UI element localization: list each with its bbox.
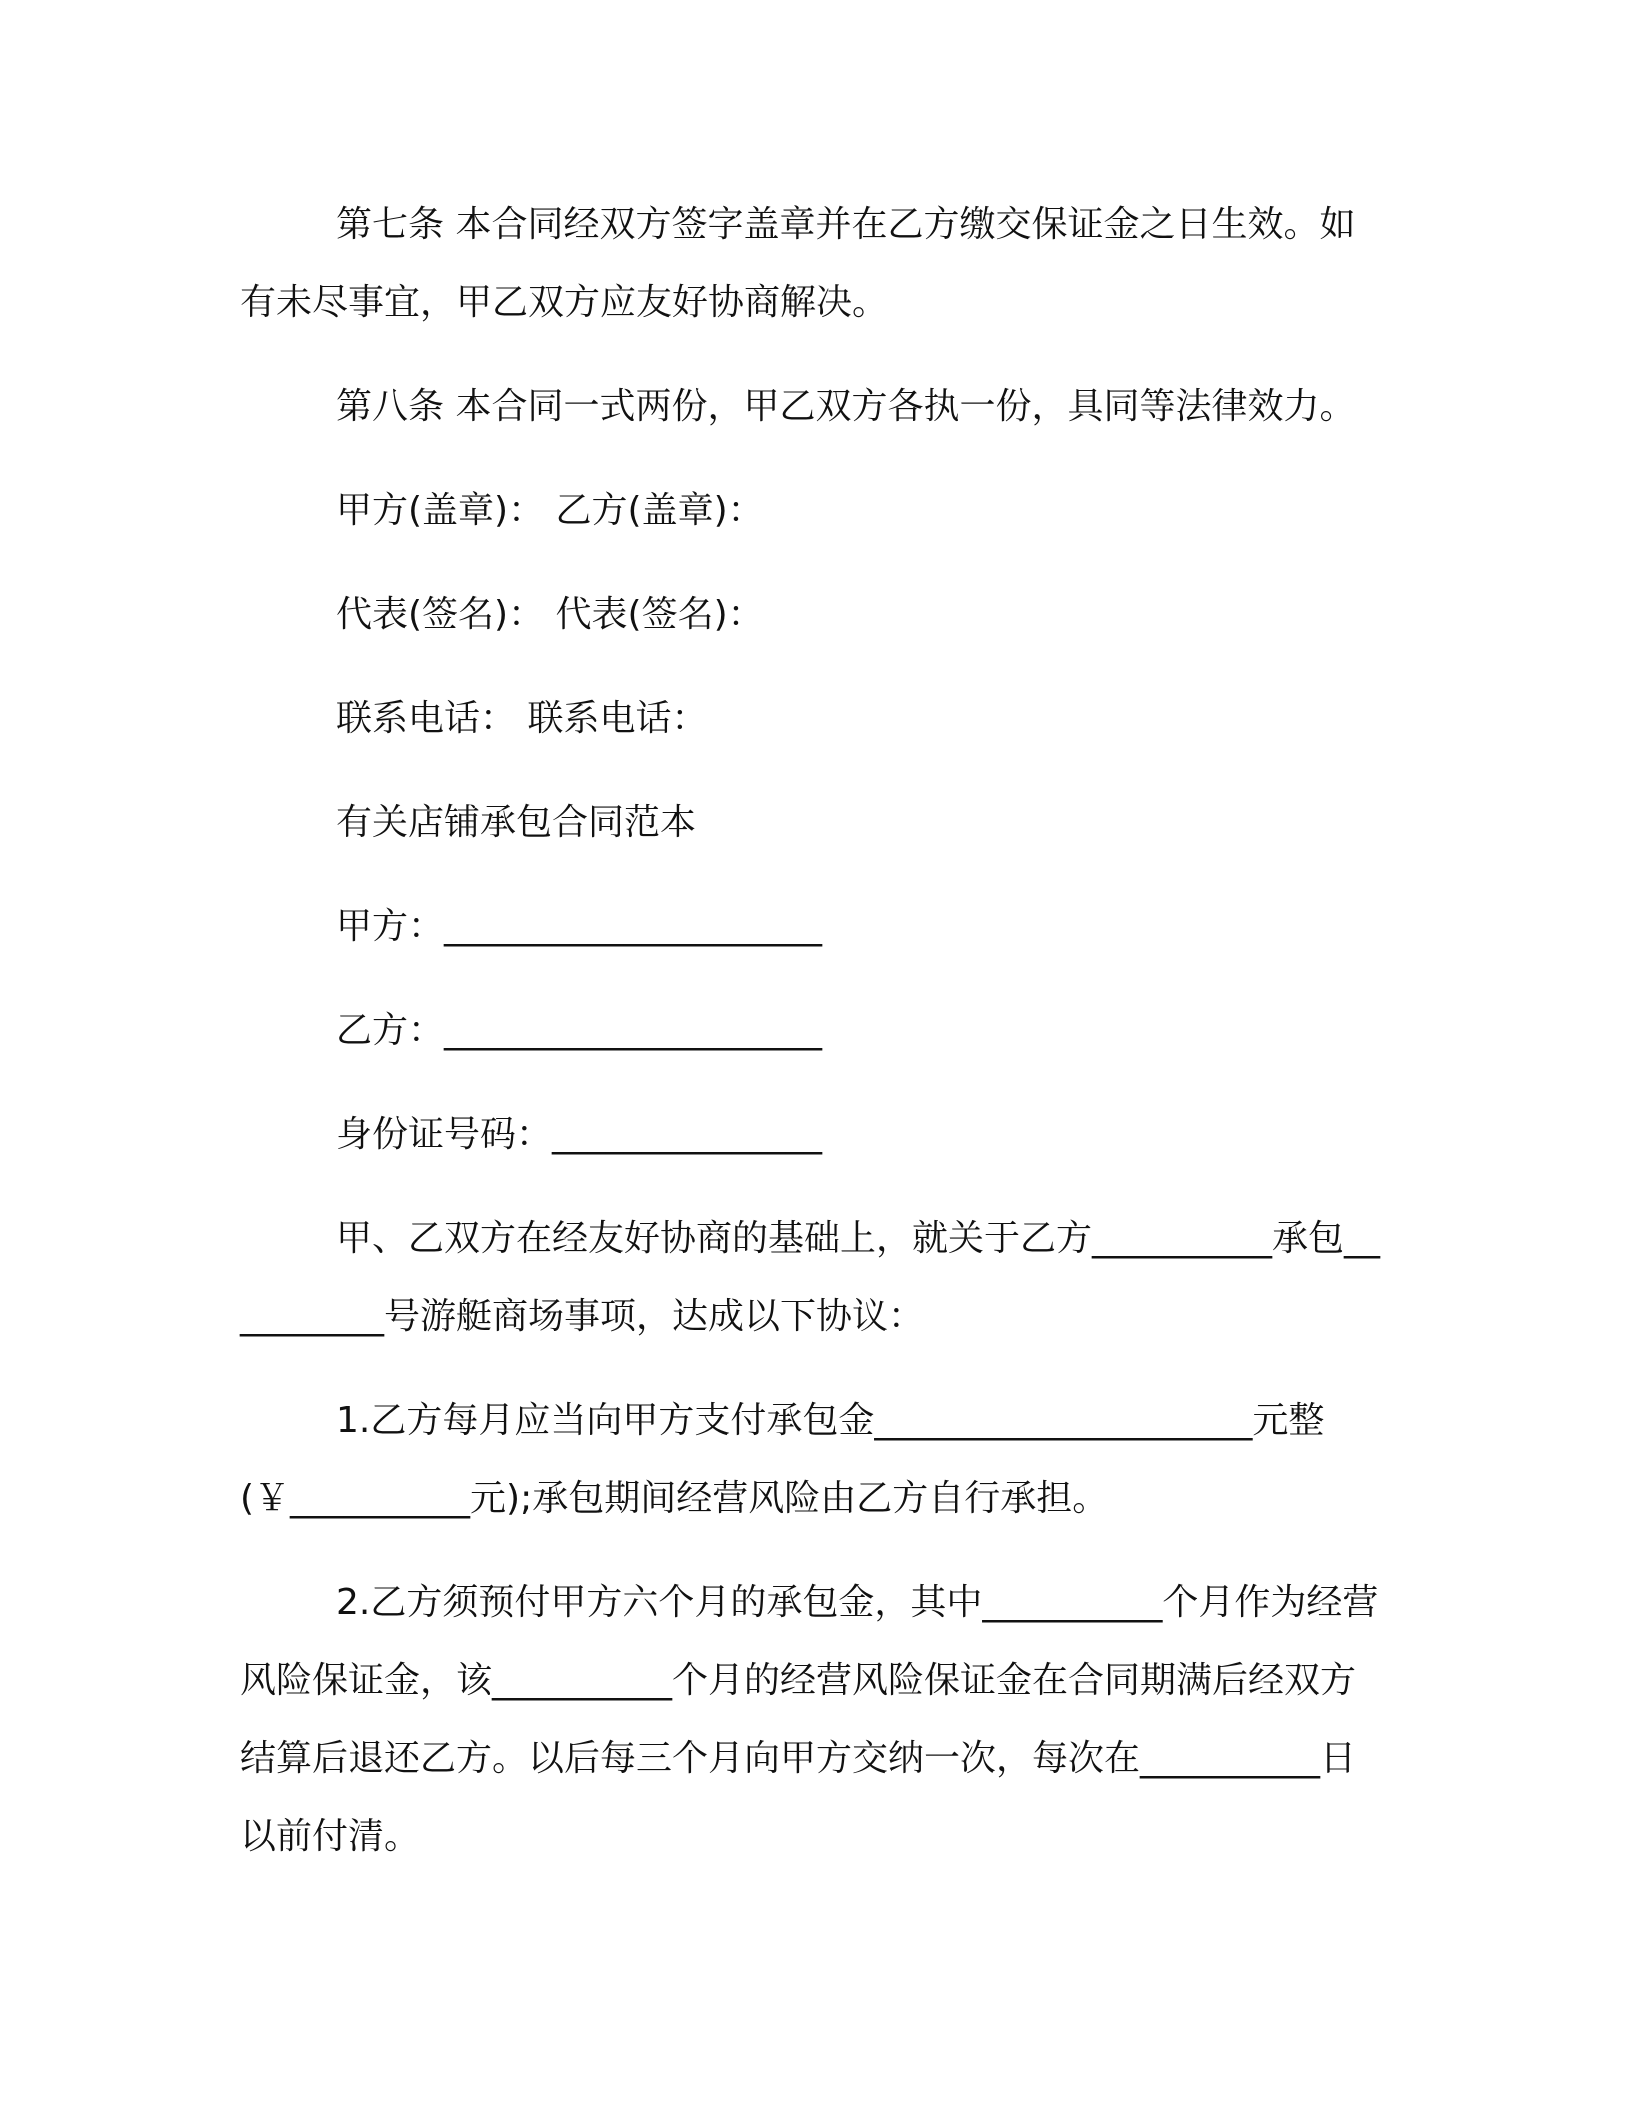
party-b-line: 乙方：_____________________ <box>336 1010 823 1051</box>
seal-line: 甲方(盖章)： 乙方(盖章)： <box>336 490 764 531</box>
term-1: 1.乙方每月应当向甲方支付承包金_____________________元整(￥__________元);承包期间经营风险由乙方自行承担。 <box>240 1400 1325 1519</box>
id-number-line: 身份证号码：_______________ <box>336 1114 823 1155</box>
phone-line: 联系电话： 联系电话： <box>336 698 708 739</box>
term-2: 2.乙方须预付甲方六个月的承包金，其中__________个月作为经营风险保证金，该__________个月的经营风险保证金在合同期满后经双方结算后退还乙方。以后每三个月向甲方交纳一次，每次在__________日以前付清。 <box>240 1582 1379 1857</box>
clause-7: 第七条 本合同经双方签字盖章并在乙方缴交保证金之日生效。如有未尽事宜，甲乙双方应友好协商解决。 <box>240 204 1356 323</box>
section-title: 有关店铺承包合同范本 <box>336 802 697 843</box>
clause-8: 第八条 本合同一式两份，甲乙双方各执一份，具同等法律效力。 <box>336 386 1356 427</box>
document-page <box>240 186 1390 1902</box>
party-a-line: 甲方：_____________________ <box>336 906 823 947</box>
signature-line: 代表(签名)： 代表(签名)： <box>336 594 764 635</box>
agreement-intro: 甲、乙双方在经友好协商的基础上，就关于乙方__________承包__________号游艇商场事项，达成以下协议： <box>240 1218 1381 1337</box>
